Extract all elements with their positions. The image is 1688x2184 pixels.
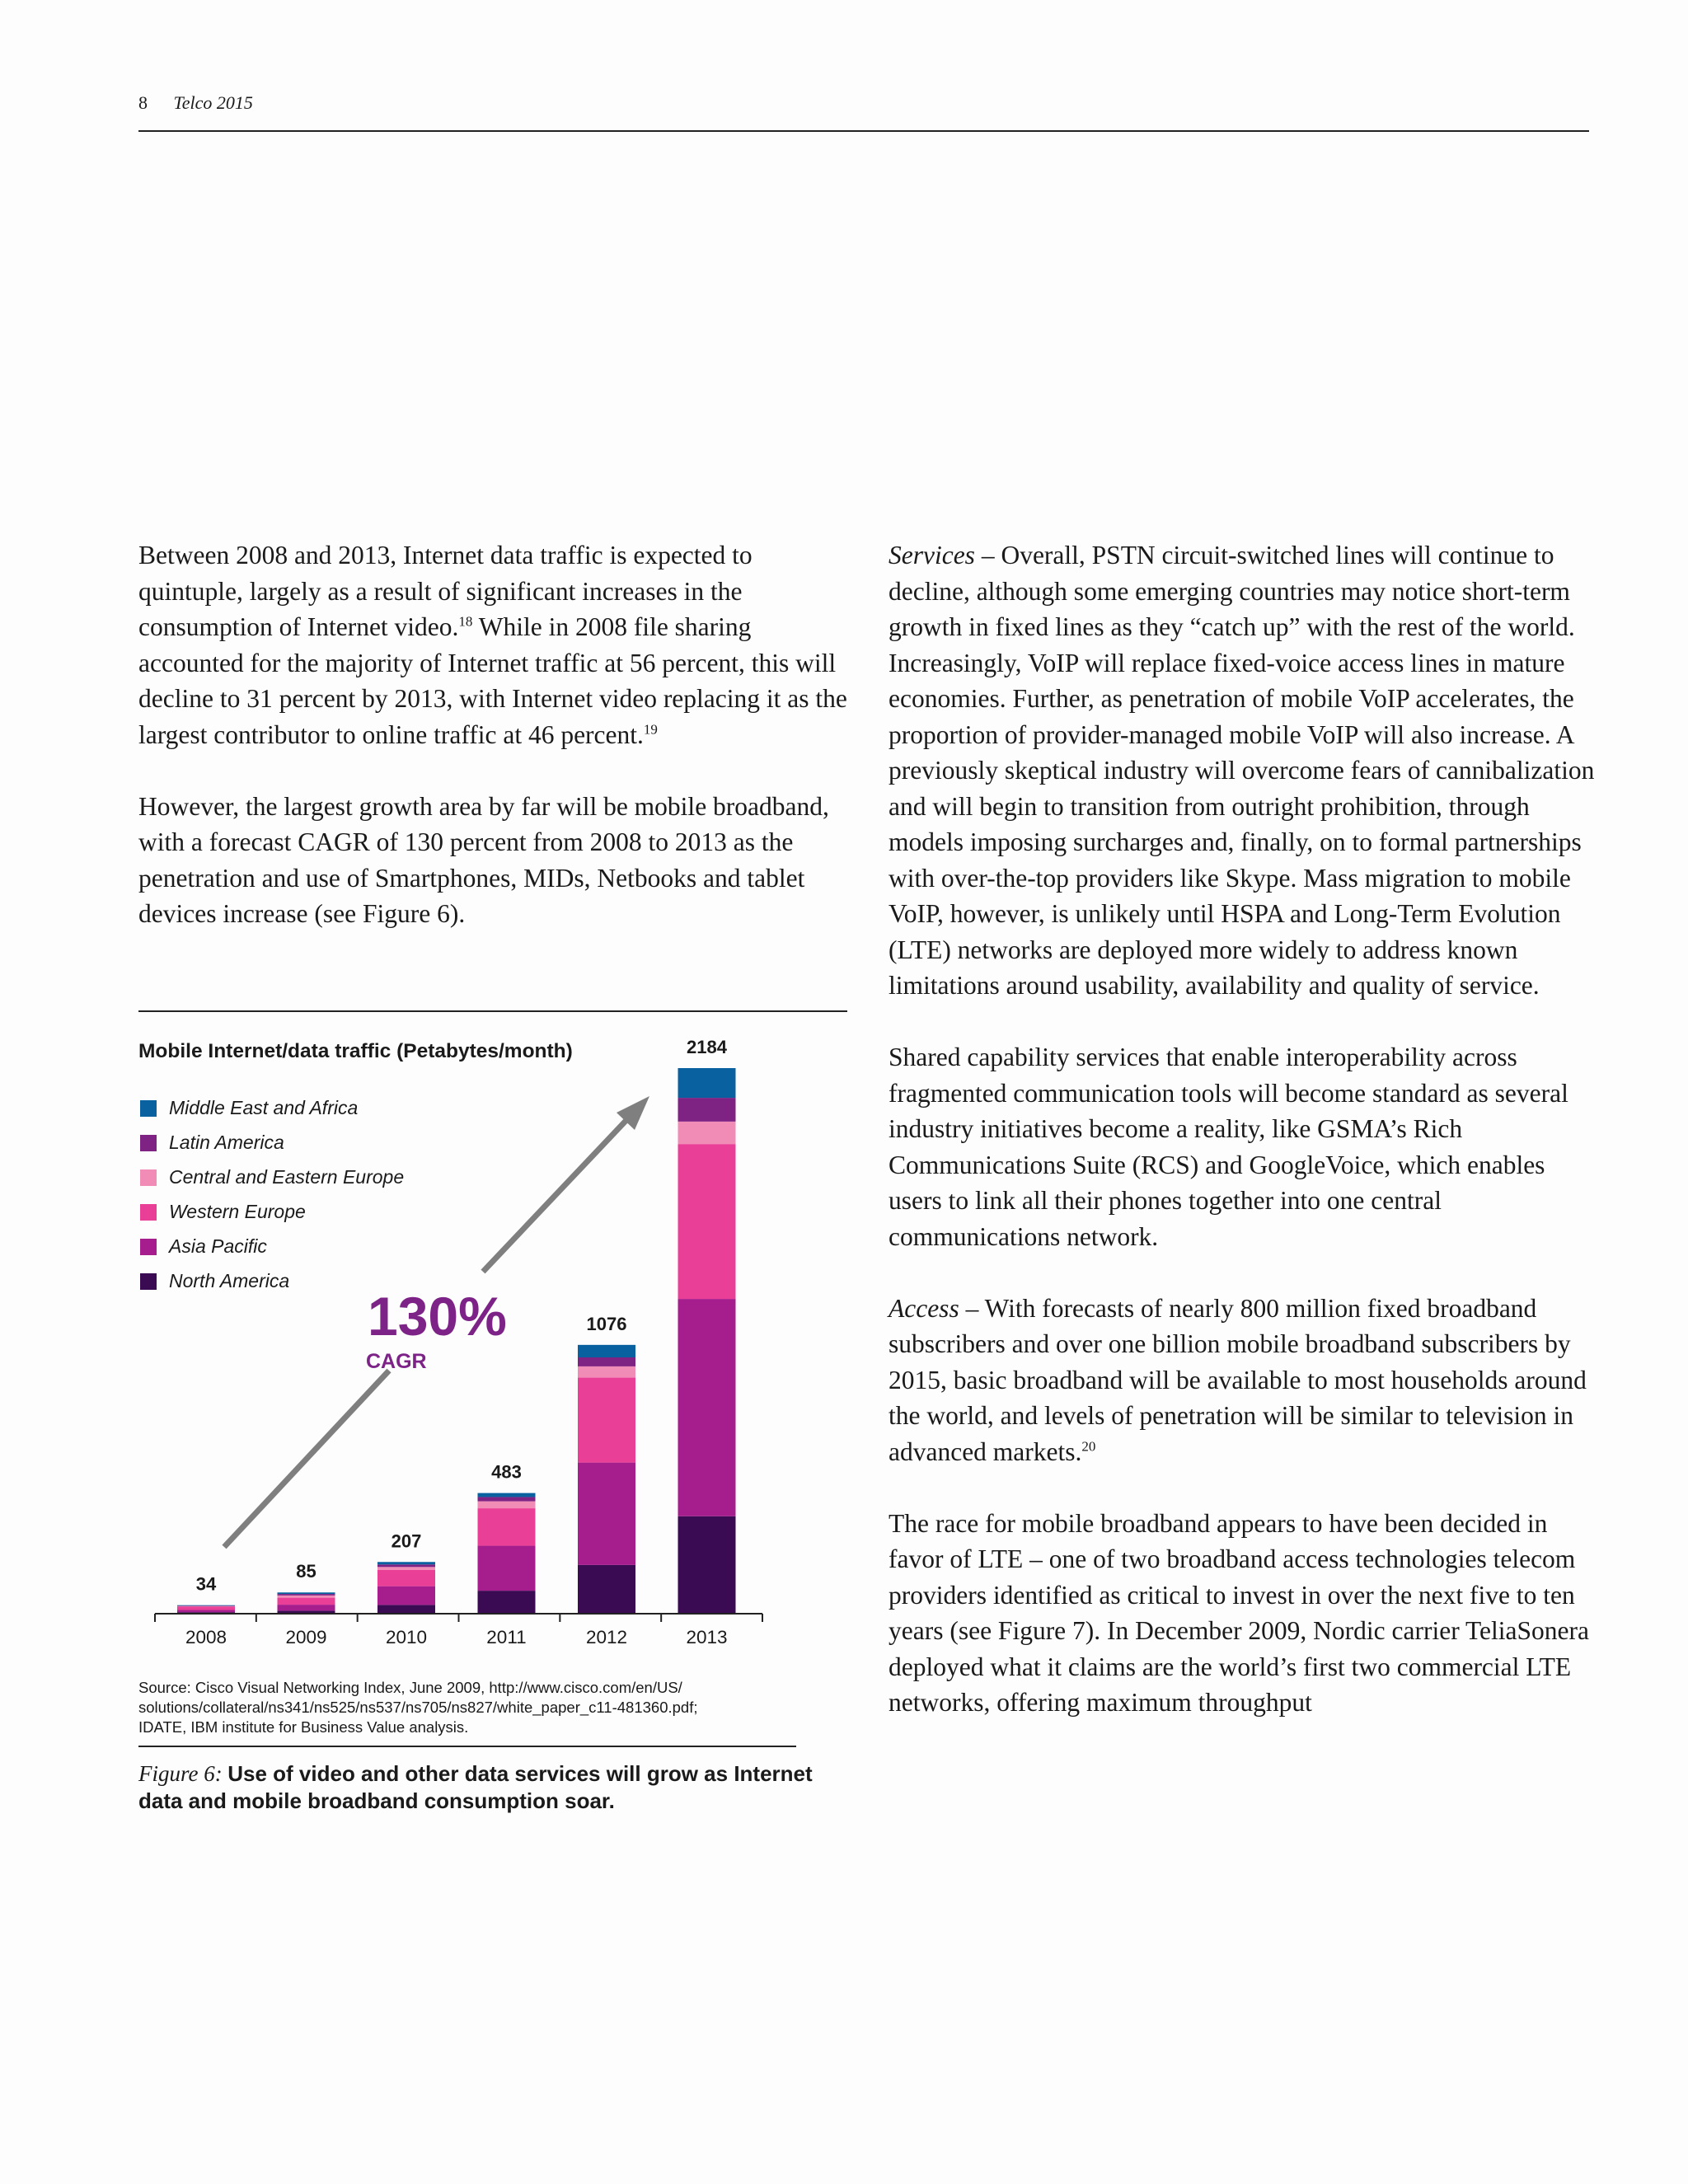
- arrow-shaft: [224, 1371, 389, 1547]
- bar-total-label: 207: [391, 1530, 422, 1552]
- run-in-heading: Access: [889, 1293, 959, 1323]
- figure-label: Figure 6:: [138, 1761, 223, 1786]
- x-tick-label: 2010: [385, 1627, 428, 1647]
- source-line: IDATE, IBM institute for Business Value analysis.: [138, 1718, 469, 1736]
- x-tick-label: 2012: [585, 1627, 628, 1647]
- bar-segment: [278, 1605, 335, 1610]
- bar-segment: [177, 1607, 235, 1610]
- source-line: Source: Cisco Visual Networking Index, June 2009, http://www.cisco.com/en/US/: [138, 1679, 682, 1696]
- x-tick-label: 2013: [686, 1627, 728, 1647]
- bar-segment: [377, 1570, 435, 1586]
- figure-caption-text: Use of video and other data services will grow as Internet data and mobile broadband consumption soar.: [138, 1761, 813, 1813]
- bar-segment: [278, 1592, 335, 1594]
- arrow-shaft: [483, 1118, 628, 1272]
- bar-segment: [177, 1605, 235, 1606]
- paragraph-shared-capability: Shared capability services that enable interoperability across fragmented communication tools will become standard as several industry initiatives become a reality, like GSMA’s Rich Communications Suite (RCS) and GoogleVoice, which enables users to link all their phones together into one central communications network.: [889, 1043, 1568, 1251]
- bar-segment: [177, 1606, 235, 1607]
- chart-legend: [140, 1097, 404, 1291]
- bar-segment: [377, 1562, 435, 1564]
- bar-segment: [478, 1493, 536, 1497]
- x-tick-label: 2009: [285, 1627, 327, 1647]
- cagr-value: 130%: [368, 1286, 507, 1347]
- legend-swatch: [140, 1135, 157, 1151]
- bar-segment: [478, 1591, 536, 1614]
- paragraph-services: Services – Overall, PSTN circuit-switched lines will continue to decline, although some emerging countries may notice short-term growth in fixed lines as they “catch up” with the rest of the world. Increasingly, VoIP will replace fixed-voice access lines in mature economies. Further, as penetration of mobile VoIP accelerates, the proportion of provider-managed mobile VoIP will also increase. A previously skeptical industry will overcome fears of cannibalization and will begin to transition from outright prohibition, through models imposing surcharges and, finally, on to formal partnerships with over-the-top providers like Skype. Mass migration to mobile VoIP, however, is unlikely until HSPA and Long-Term Evolution (LTE) networks are deployed more widely to address known limitations around usability, availability and quality of service.: [889, 541, 1595, 1000]
- header-rule: [138, 130, 1589, 132]
- x-axis: [155, 1614, 762, 1647]
- bar-segment: [678, 1516, 736, 1614]
- source-line: solutions/collateral/ns341/ns525/ns537/ns705/ns827/white_paper_c11-481360.pdf;: [138, 1699, 698, 1716]
- legend-label: Asia Pacific: [169, 1235, 267, 1257]
- figure-source: [138, 1678, 798, 1737]
- bar-segment: [478, 1508, 536, 1545]
- legend-label: Latin America: [169, 1132, 284, 1153]
- x-tick-label: 2008: [185, 1627, 227, 1647]
- bar-segment: [478, 1546, 536, 1591]
- bar-segment: [678, 1144, 736, 1299]
- bar-segment: [578, 1366, 635, 1378]
- left-column: [138, 537, 854, 932]
- bar-segment: [678, 1098, 736, 1122]
- paragraph-access: Access – With forecasts of nearly 800 million fixed broadband subscribers and over one billion mobile broadband subscribers by 2015, basic broadband will be available to most households around the world, and levels of penetration will be similar to television in advanced markets.$^{20}$: [889, 1293, 1587, 1466]
- legend-swatch: [140, 1239, 157, 1255]
- page-number: 8: [138, 92, 148, 113]
- footnote-ref: 20: [1081, 1438, 1096, 1454]
- cagr-label: CAGR: [366, 1350, 427, 1373]
- bar-segment: [678, 1122, 736, 1144]
- bar-segment: [177, 1610, 235, 1612]
- legend-swatch: [140, 1169, 157, 1186]
- bar-segment: [578, 1463, 635, 1565]
- legend-swatch: [140, 1273, 157, 1290]
- bar-segment: [578, 1357, 635, 1366]
- run-in-heading: Services: [889, 541, 975, 569]
- bar-segment: [377, 1586, 435, 1605]
- bar-segment: [278, 1598, 335, 1605]
- figure-top-rule: [138, 1010, 847, 1012]
- bar-segment: [678, 1068, 736, 1098]
- figure-bottom-rule: [138, 1746, 796, 1747]
- paragraph-lte-race: The race for mobile broadband appears to have been decided in favor of LTE – one of two broadband access technologies telecom providers identified as critical to invest in over the next five to ten years (see Figure 7). In December 2009, Nordic carrier TeliaSonera deployed what it claims are the world’s first two commercial LTE networks, offering maximum throughput: [889, 1508, 1589, 1717]
- bar-total-label: 85: [296, 1561, 316, 1582]
- bar-total-label: 483: [491, 1461, 522, 1483]
- bar-total-label: 2184: [687, 1037, 727, 1057]
- mobile-traffic-chart: [124, 1022, 767, 1647]
- bar-total-label: 1076: [586, 1313, 627, 1334]
- right-column: [889, 537, 1597, 1721]
- x-tick-label: 2011: [486, 1627, 527, 1647]
- bar-segment: [478, 1502, 536, 1508]
- bar-segment: [377, 1567, 435, 1570]
- chart-title: Mobile Internet/data traffic (Petabytes/month): [138, 1040, 573, 1062]
- bar-segment: [578, 1378, 635, 1463]
- footnote-ref: 18: [458, 613, 473, 630]
- bar-segment: [578, 1565, 635, 1614]
- legend-label: Central and Eastern Europe: [169, 1166, 405, 1188]
- bar-segment: [678, 1299, 736, 1516]
- footnote-ref: 19: [643, 721, 658, 737]
- legend-swatch: [140, 1204, 157, 1221]
- legend-label: Middle East and Africa: [169, 1097, 359, 1118]
- paragraph-mobile-broadband: However, the largest growth area by far will be mobile broadband, with a forecast CAGR of 130 percent from 2008 to 2013 as the penetration and use of Smartphones, MIDs, Netbooks and tablet devices increase (see Figure 6).: [138, 791, 829, 928]
- legend-swatch: [140, 1100, 157, 1117]
- bar-segment: [377, 1564, 435, 1567]
- page-header: [138, 92, 253, 114]
- bar-segment: [578, 1345, 635, 1357]
- legend-label: Western Europe: [169, 1201, 306, 1222]
- running-title: Telco 2015: [173, 92, 253, 113]
- figure-caption: [138, 1760, 831, 1815]
- bar-total-label: 34: [195, 1573, 217, 1595]
- bar-segment: [278, 1594, 335, 1596]
- bar-segment: [177, 1605, 235, 1606]
- bar-segment: [478, 1497, 536, 1501]
- legend-label: North America: [169, 1270, 290, 1291]
- bar-segment: [278, 1596, 335, 1598]
- bar-segment: [377, 1605, 435, 1614]
- paragraph-internet-traffic: Between 2008 and 2013, Internet data traffic is expected to quintuple, largely as a result of significant increases in the consumption of Internet video.$^{18}$ While in 2008 file sharing accounted for the majority of Internet traffic at 56 percent, this will decline to 31 percent by 2013, with Internet video replacing it as the largest contributor to online traffic at 46 percent.$^{19}$: [138, 541, 847, 749]
